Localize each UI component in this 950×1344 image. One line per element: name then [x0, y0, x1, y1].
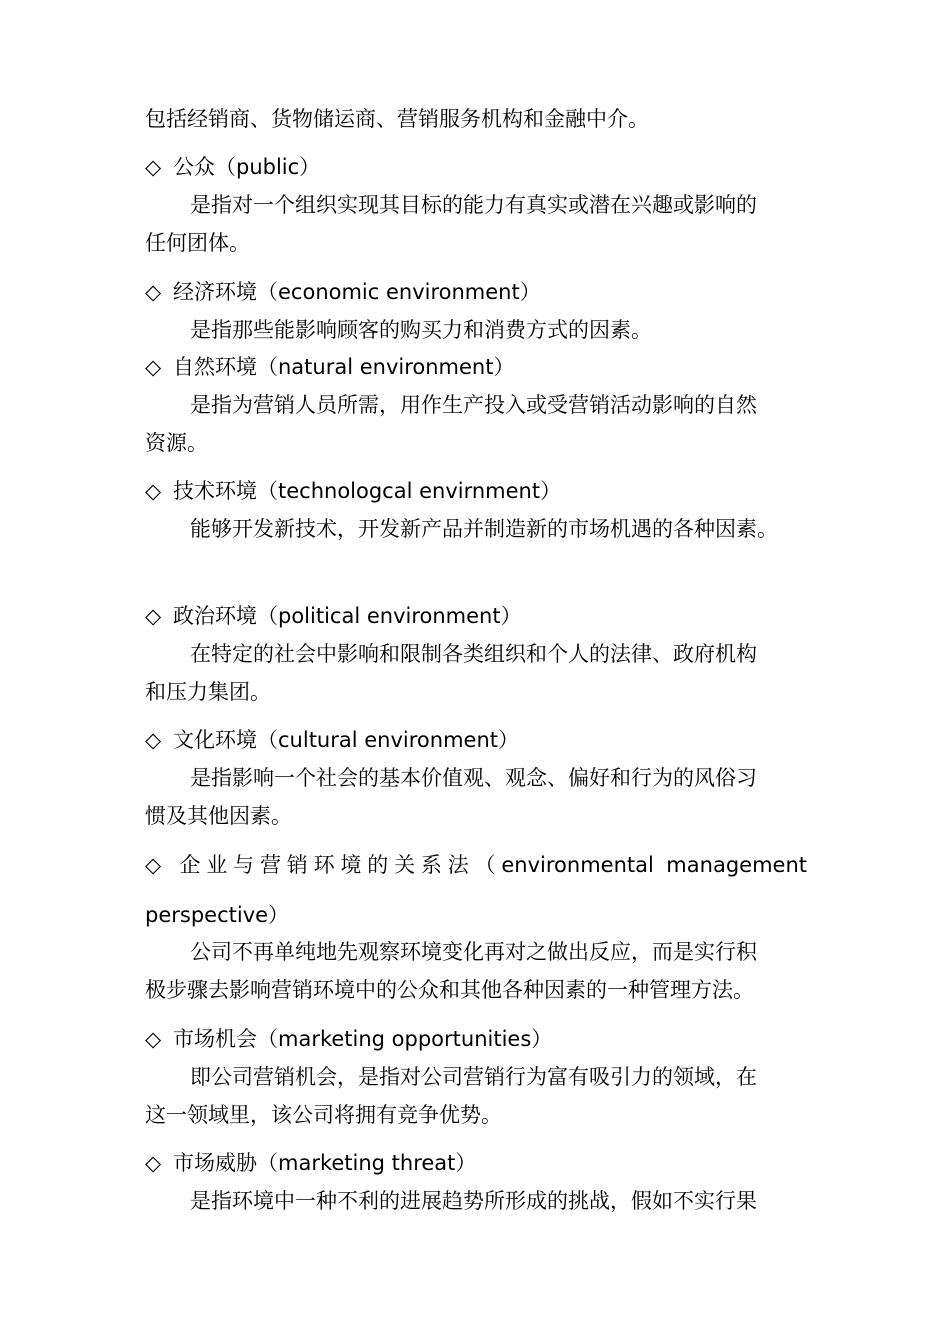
definition-line: 即公司营销机会，是指对公司营销行为富有吸引力的领域，在 [190, 1065, 757, 1089]
definition-line: 任何团体。 [145, 231, 250, 255]
term-heading-natural-environment [145, 352, 807, 382]
term-heading-marketing-opportunities [145, 1024, 807, 1054]
term-label: 市场机会（marketing opportunities） [173, 1027, 553, 1051]
diamond-bullet-icon: ◇ [145, 479, 162, 503]
term-label: 政治环境（political environment） [173, 604, 522, 628]
term-label: 经济环境（economic environment） [173, 280, 541, 304]
term-label: 公众（public） [173, 155, 321, 179]
diamond-bullet-icon: ◇ [145, 728, 162, 752]
term-heading-public [145, 152, 807, 182]
term-label: 技术环境（technologcal envirnment） [173, 479, 562, 503]
definition-line: 是指环境中一种不利的进展趋势所形成的挑战，假如不实行果 [190, 1189, 757, 1213]
term-heading-political-environment [145, 601, 807, 631]
diamond-bullet-icon: ◇ [145, 155, 162, 179]
definition-line: 和压力集团。 [145, 680, 271, 704]
term-heading-technological-environment [145, 476, 807, 506]
term-label-continued: perspective） [145, 903, 290, 927]
diamond-bullet-icon: ◇ [145, 280, 162, 304]
term-heading-economic-environment [145, 277, 807, 307]
term-heading-environmental-management-perspective [145, 850, 807, 880]
definition-line: 是指那些能影响顾客的购买力和消费方式的因素。 [190, 318, 652, 342]
diamond-bullet-icon: ◇ [145, 604, 162, 628]
term-label: 企业与营销环境的关系法（environmental management [179, 853, 807, 877]
diamond-bullet-icon: ◇ [145, 355, 162, 379]
definition-line: 惯及其他因素。 [145, 804, 292, 828]
diamond-bullet-icon: ◇ [145, 1027, 162, 1051]
definition-line: 是指对一个组织实现其目标的能力有真实或潜在兴趣或影响的 [190, 193, 757, 217]
definition-line: 资源。 [145, 431, 208, 455]
definition-line: 这一领域里，该公司将拥有竞争优势。 [145, 1103, 502, 1127]
intro-line: 包括经销商、货物储运商、营销服务机构和金融中介。 [145, 107, 649, 131]
definition-line: 极步骤去影响营销环境中的公众和其他各种因素的一种管理方法。 [145, 978, 754, 1002]
definition-line: 能够开发新技术，开发新产品并制造新的市场机遇的各种因素。 [190, 517, 778, 541]
diamond-bullet-icon: ◇ [145, 1151, 162, 1175]
definition-line: 是指影响一个社会的基本价值观、观念、偏好和行为的风俗习 [190, 766, 757, 790]
term-heading-marketing-threat [145, 1148, 807, 1178]
diamond-bullet-icon: ◇ [145, 853, 162, 877]
definition-line: 公司不再单纯地先观察环境变化再对之做出反应，而是实行积 [190, 940, 757, 964]
term-label: 自然环境（natural environment） [173, 355, 515, 379]
definition-line: 是指为营销人员所需，用作生产投入或受营销活动影响的自然 [190, 393, 757, 417]
term-heading-cultural-environment [145, 725, 807, 755]
term-label: 文化环境（cultural environment） [173, 728, 519, 752]
term-label: 市场威胁（marketing threat） [173, 1151, 477, 1175]
definition-line: 在特定的社会中影响和限制各类组织和个人的法律、政府机构 [190, 642, 757, 666]
